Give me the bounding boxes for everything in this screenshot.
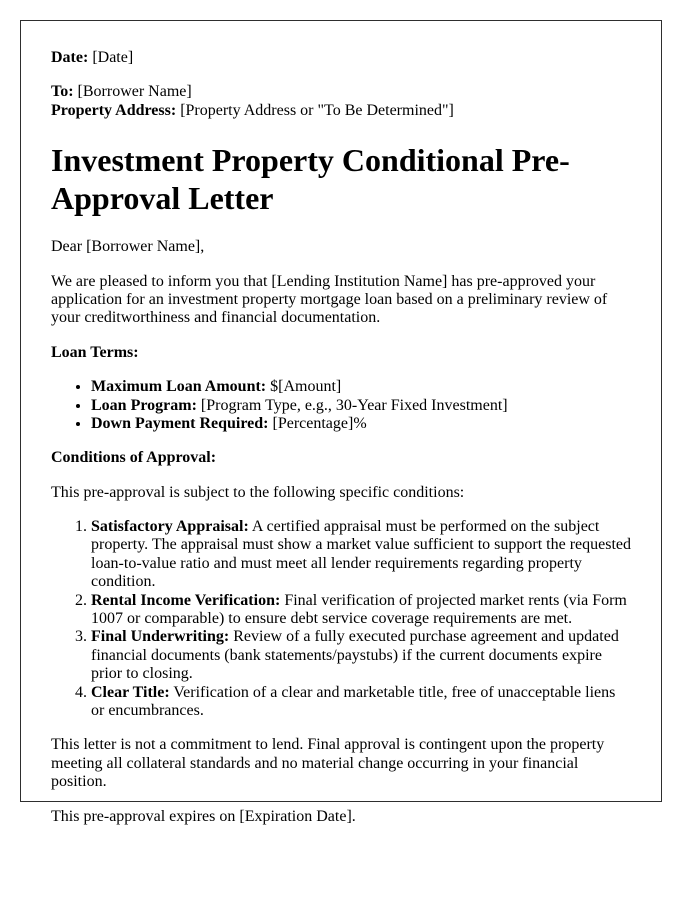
loan-term-item [91,415,631,433]
loan-term-label: Maximum Loan Amount: [91,378,267,396]
intro-paragraph: We are pleased to inform you that [Lending Institution Name] has pre-approved your application for an investment property mortgage loan based on a preliminary review of your creditworthiness and financial documentation. [51,272,608,327]
loan-term-value: [Program Type, e.g., 30-Year Fixed Investment] [200,396,508,414]
loan-term-item [91,397,631,415]
loan-term-label: Loan Program: [91,396,197,414]
condition-item [91,684,631,721]
letter-page [20,20,662,825]
salutation: Dear [Borrower Name], [51,238,205,256]
date-label: Date: [51,49,89,66]
disclaimer-paragraph: This letter is not a commitment to lend. Final approval is contingent upon the property meeting all collateral standards and no material change occurring in your financial position. [51,736,605,791]
condition-label: Satisfactory Appraisal: [91,518,249,536]
loan-term-value: [Percentage]% [272,414,367,432]
property-address-value: [Property Address or "To Be Determined"] [180,101,454,119]
condition-value: Final verification of projected market rents (via Form 1007 or comparable) to ensure debt service coverage requirements are met. [91,591,627,628]
loan-term-value: $[Amount] [270,378,342,396]
loan-term-label: Down Payment Required: [91,414,269,432]
condition-label: Clear Title: [91,683,170,701]
expiration-paragraph-clipped: This pre-approval expires on [Expiration Date]. [51,807,356,825]
to-value: [Borrower Name] [77,83,192,101]
condition-value: Verification of a clear and marketable title, free of unacceptable liens or encumbrances. [91,683,616,719]
condition-label: Rental Income Verification: [91,591,281,609]
loan-terms-list [51,378,631,433]
condition-item [91,628,631,683]
conditions-list [51,518,631,720]
conditions-heading [51,449,631,467]
loan-term-item [91,378,631,396]
loan-terms-heading-text: Loan Terms: [51,343,139,361]
to-label: To: [51,83,74,101]
conditions-heading-text: Conditions of Approval: [51,449,217,467]
condition-value: A certified appraisal must be performed on the subject property. The appraisal must show a market value sufficient to support the requested loan-to-value ratio and must meet all lender requirements regarding property condition. [91,518,631,591]
condition-label: Final Underwriting: [91,628,230,646]
condition-value: Review of a fully executed purchase agreement and updated financial documents (bank statements/paystubs) if the current documents expire prior to closing. [91,628,619,683]
date-line [51,49,631,67]
condition-item [91,518,631,592]
property-address-label: Property Address: [51,101,177,119]
date-value: [Date] [92,49,134,66]
condition-item [91,592,631,629]
conditions-intro: This pre-approval is subject to the following specific conditions: [51,483,465,501]
recipient-block [51,83,631,120]
letter-title: Investment Property Conditional Pre-Approval Letter [51,142,570,217]
loan-terms-heading [51,344,631,362]
